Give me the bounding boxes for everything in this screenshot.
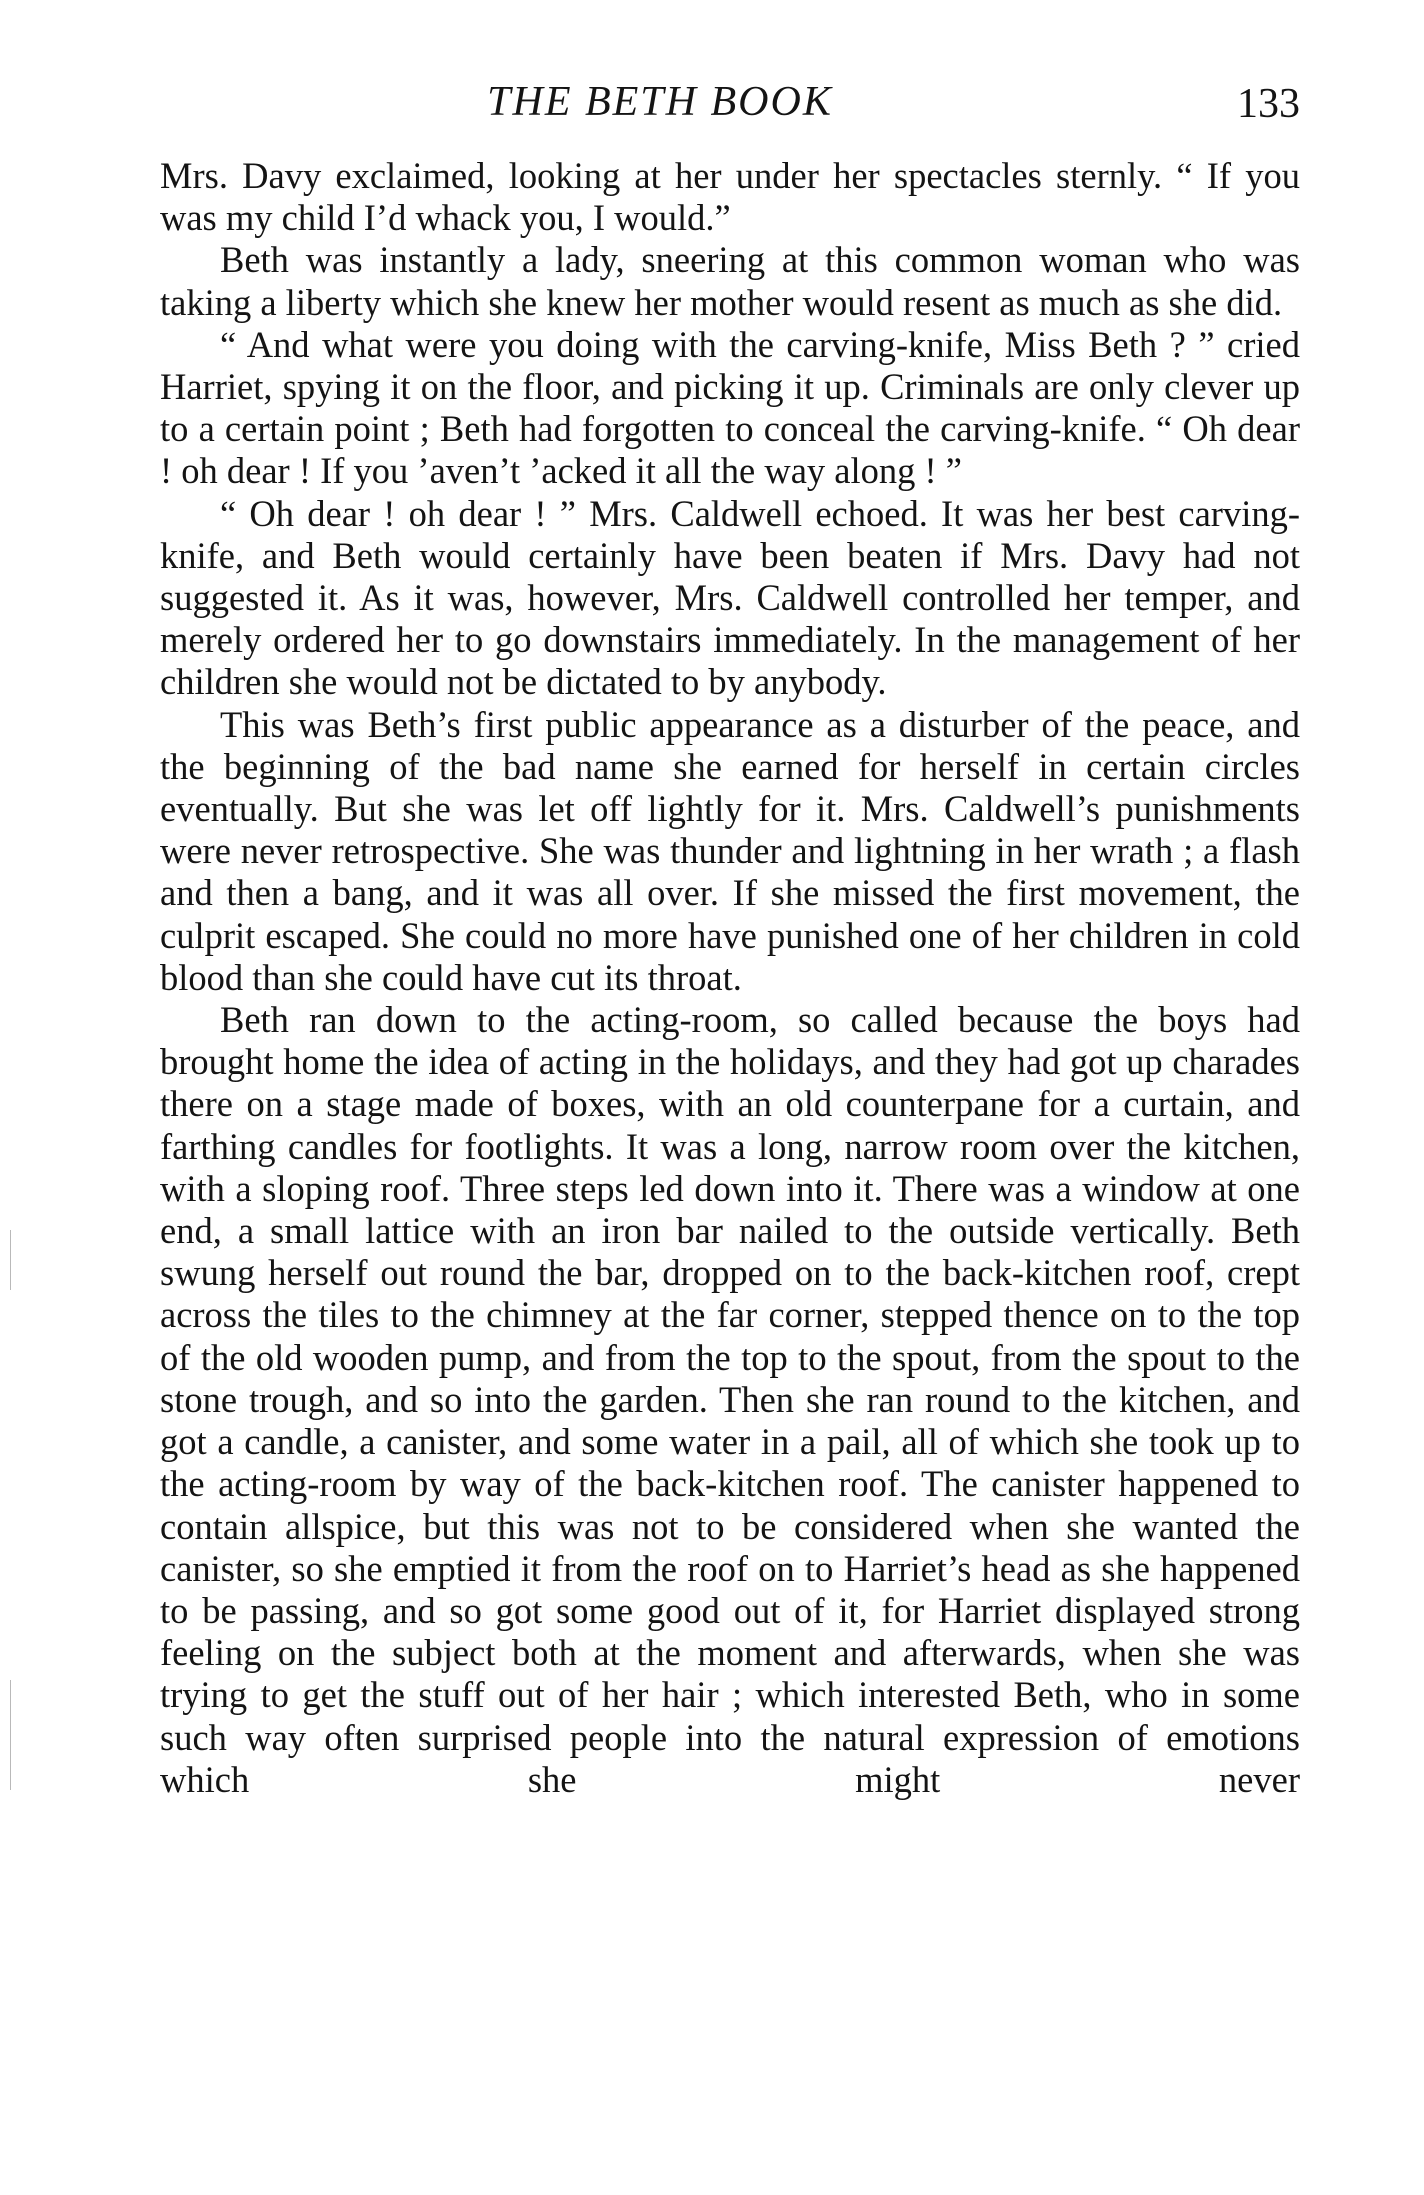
- paragraph-6: Beth ran down to the acting-room, so called because the boys had brought home the idea of acting in the holidays, and they had got up charades there on a stage made of boxes, with an old counterpane for a curtain, and farthing candles for footlights. It was a long, narrow room over the kitchen, with a sloping roof. Three steps led down into it. There was a window at one end, a small lattice with an iron bar nailed to the outside vertically. Beth swung herself out round the bar, dropped on to the back-kitchen roof, crept across the tiles to the chimney at the far corner, stepped thence on to the top of the old wooden pump, and from the top to the spout, from the spout to the stone trough, and so into the garden. Then she ran round to the kitchen, and got a candle, a canister, and some water in a pail, all of which she took up to the acting-room by way of the back-kitchen roof. The canister happened to contain allspice, but this was not to be considered when she wanted the canister, so she emptied it from the roof on to Harriet’s head as she happened to be passing, and so got some good out of it, for Harriet displayed strong feeling on the subject both at the moment and afterwards, when she was trying to get the stuff out of her hair ; which interested Beth, who in some such way often surprised people into the natural expression of emotions which she might never: [160, 999, 1300, 1800]
- running-title: THE BETH BOOK: [487, 79, 833, 125]
- margin-scan-mark-1: [10, 1230, 11, 1290]
- paragraph-2: Beth was instantly a lady, sneering at this common woman who was taking a liberty which she knew her mother would resent as much as she did.: [160, 239, 1300, 323]
- body-text: [160, 155, 1300, 1801]
- paragraph-1: Mrs. Davy exclaimed, looking at her under her spectacles sternly. “ If you was my child I’d whack you, I would.”: [160, 155, 1300, 239]
- running-head: [160, 78, 1300, 138]
- paragraph-5: This was Beth’s first public appearance as a disturber of the peace, and the beginning of the bad name she earned for herself in certain circles eventually. But she was let off lightly for it. Mrs. Caldwell’s punishments were never retrospective. She was thunder and lightning in her wrath ; a flash and then a bang, and it was all over. If she missed the first movement, the culprit escaped. She could no more have punished one of her children in cold blood than she could have cut its throat.: [160, 703, 1300, 998]
- paragraph-4: “ Oh dear ! oh dear ! ” Mrs. Caldwell echoed. It was her best carving-knife, and Beth would certainly have been beaten if Mrs. Davy had not suggested it. As it was, however, Mrs. Caldwell controlled her temper, and merely ordered her to go downstairs immediately. In the management of her children she would not be dictated to by anybody.: [160, 492, 1300, 703]
- paragraph-3: “ And what were you doing with the carving-knife, Miss Beth ? ” cried Harriet, spying it on the floor, and picking it up. Criminals are only clever up to a certain point ; Beth had forgotten to conceal the carving-knife. “ Oh dear ! oh dear ! If you ’aven’t ’acked it all the way along ! ”: [160, 323, 1300, 492]
- page-number: 133: [1237, 81, 1300, 127]
- margin-scan-mark-2: [10, 1680, 11, 1790]
